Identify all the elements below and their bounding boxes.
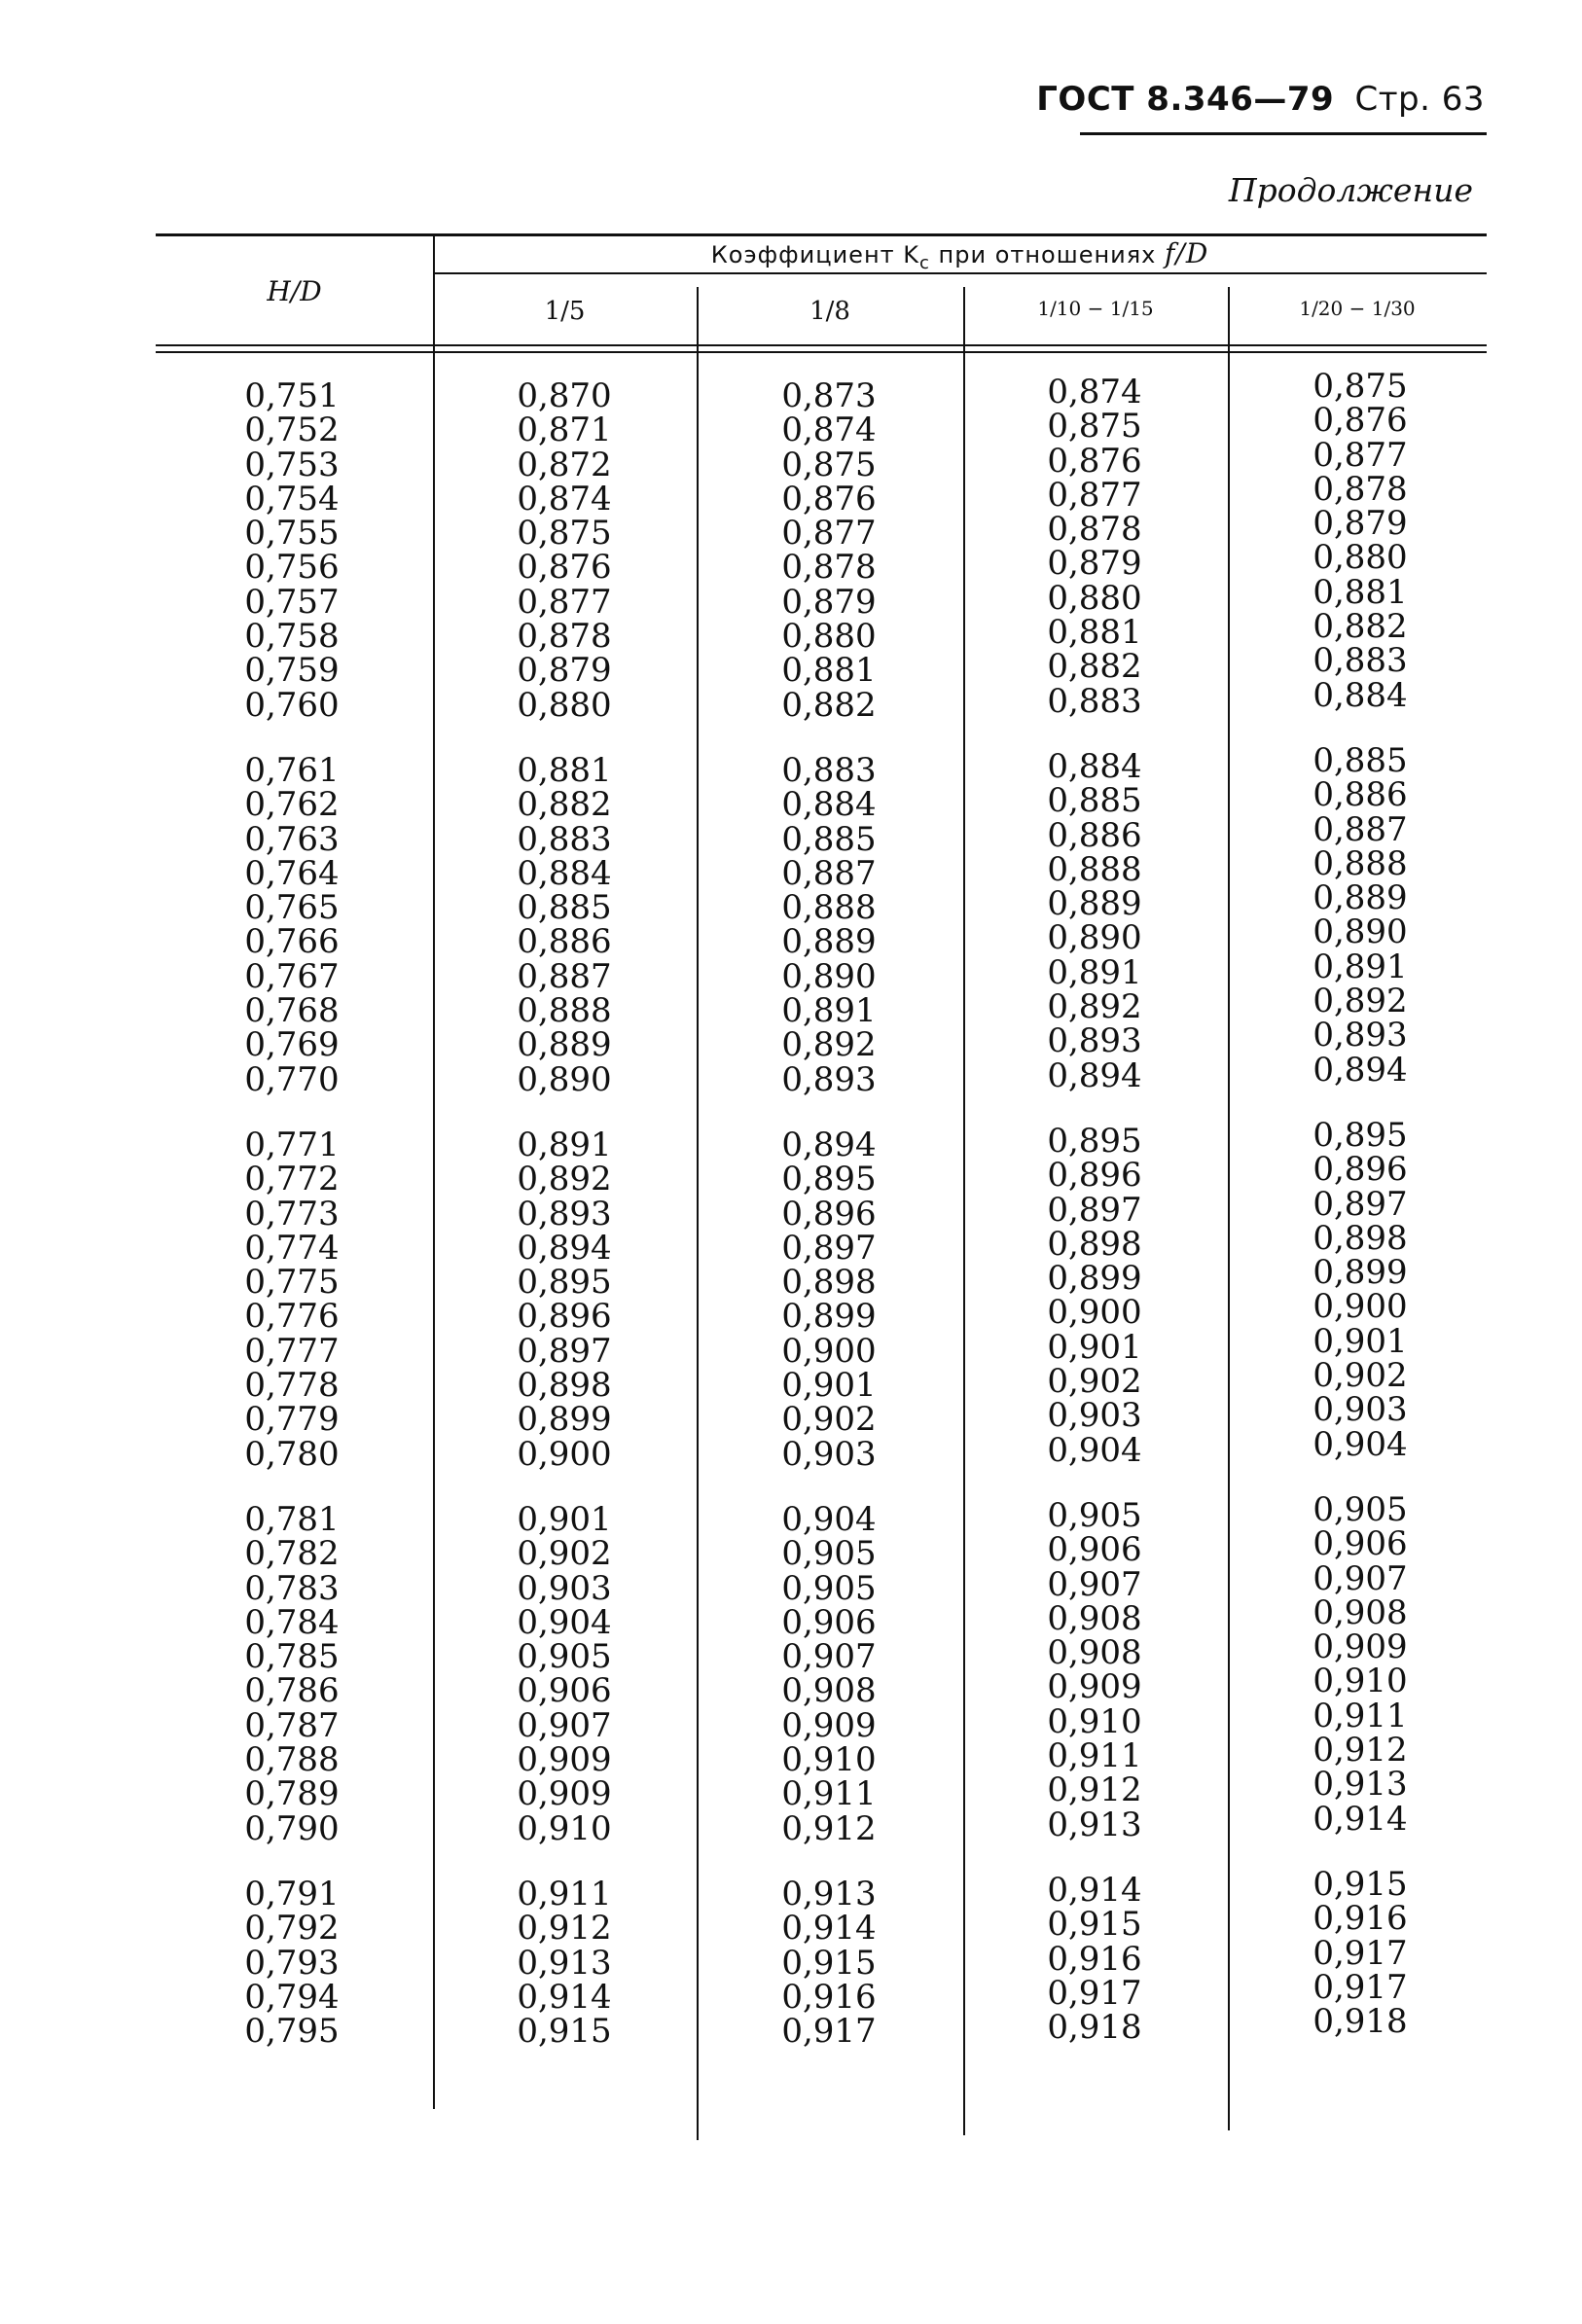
- cell-k-1-5: 0,905: [517, 1637, 612, 1677]
- cell-k-1-20-1-30: 0,912: [1312, 1731, 1408, 1770]
- cell-k-1-8: 0,895: [781, 1160, 877, 1199]
- cell-k-1-20-1-30: 0,918: [1312, 2002, 1408, 2042]
- cell-k-1-8: 0,911: [781, 1774, 877, 1814]
- cell-k-1-10-1-15: 0,884: [1047, 747, 1142, 786]
- cell-k-1-5: 0,909: [517, 1740, 612, 1780]
- cell-k-1-5: 0,884: [517, 853, 612, 893]
- cell-k-1-20-1-30: 0,895: [1312, 1116, 1408, 1155]
- column-c20: [1292, 1865, 1428, 2042]
- cell-k-1-20-1-30: 0,904: [1312, 1424, 1408, 1464]
- cell-k-1-20-1-30: 0,892: [1312, 982, 1408, 1021]
- cell-k-1-5: 0,874: [517, 479, 612, 518]
- cell-k-1-10-1-15: 0,917: [1047, 1973, 1142, 2013]
- cell-k-1-8: 0,901: [781, 1366, 877, 1406]
- column-hd: [224, 1128, 360, 1472]
- cell-k-1-5: 0,870: [517, 376, 612, 415]
- cell-k-1-5: 0,898: [517, 1366, 612, 1406]
- subheader-1-8: [697, 297, 963, 326]
- column-hd: [224, 751, 360, 1099]
- column-divider-1: [433, 236, 435, 2109]
- cell-hd: 0,792: [244, 1909, 340, 1949]
- cell-k-1-10-1-15: 0,907: [1047, 1564, 1142, 1604]
- cell-hd: 0,755: [244, 514, 340, 554]
- cell-hd: 0,778: [244, 1366, 340, 1406]
- cell-k-1-8: 0,881: [781, 651, 877, 691]
- cell-hd: 0,791: [244, 1875, 340, 1913]
- cell-k-1-20-1-30: 0,903: [1312, 1390, 1408, 1430]
- cell-k-1-8: 0,914: [781, 1909, 877, 1949]
- subheader-1-20-1-30: [1228, 297, 1487, 320]
- cell-hd: 0,779: [244, 1400, 340, 1440]
- cell-hd: 0,759: [244, 651, 340, 691]
- cell-k-1-20-1-30: 0,910: [1312, 1662, 1408, 1701]
- cell-k-1-5: 0,894: [517, 1228, 612, 1268]
- column-c20: [1292, 741, 1428, 1090]
- cell-k-1-5: 0,899: [517, 1400, 612, 1440]
- cell-hd: 0,761: [244, 751, 340, 790]
- cell-k-1-8: 0,894: [781, 1126, 877, 1164]
- cell-hd: 0,782: [244, 1534, 340, 1574]
- cell-k-1-10-1-15: 0,878: [1047, 510, 1142, 550]
- cell-k-1-8: 0,875: [781, 445, 877, 484]
- cell-k-1-8: 0,910: [781, 1740, 877, 1780]
- column-c20: [1292, 1490, 1428, 1839]
- header-coefficient-subscript: с: [919, 252, 930, 273]
- cell-k-1-5: 0,890: [517, 1059, 612, 1099]
- column-c10: [1026, 1122, 1163, 1470]
- cell-k-1-8: 0,877: [781, 514, 877, 554]
- cell-hd: 0,785: [244, 1637, 340, 1677]
- column-c5: [496, 376, 632, 725]
- cell-k-1-5: 0,909: [517, 1774, 612, 1814]
- column-c20: [1292, 1116, 1428, 1464]
- cell-k-1-10-1-15: 0,899: [1047, 1259, 1142, 1299]
- cell-k-1-20-1-30: 0,899: [1312, 1253, 1408, 1293]
- cell-k-1-20-1-30: 0,890: [1312, 912, 1408, 952]
- cell-hd: 0,783: [244, 1568, 340, 1608]
- cell-k-1-20-1-30: 0,878: [1312, 469, 1408, 509]
- column-c8: [761, 376, 897, 725]
- cell-k-1-8: 0,909: [781, 1705, 877, 1745]
- cell-k-1-10-1-15: 0,888: [1047, 849, 1142, 889]
- cell-k-1-8: 0,882: [781, 685, 877, 725]
- cell-k-1-20-1-30: 0,888: [1312, 843, 1408, 883]
- cell-k-1-10-1-15: 0,877: [1047, 475, 1142, 515]
- cell-k-1-8: 0,905: [781, 1568, 877, 1608]
- cell-k-1-10-1-15: 0,910: [1047, 1701, 1142, 1741]
- cell-k-1-20-1-30: 0,900: [1312, 1287, 1408, 1327]
- cell-k-1-8: 0,907: [781, 1637, 877, 1677]
- cell-hd: 0,781: [244, 1500, 340, 1539]
- cell-k-1-5: 0,907: [517, 1705, 612, 1745]
- column-c10: [1026, 375, 1163, 719]
- cell-k-1-10-1-15: 0,874: [1047, 373, 1142, 411]
- cell-k-1-10-1-15: 0,915: [1047, 1905, 1142, 1945]
- cell-k-1-20-1-30: 0,882: [1312, 607, 1408, 647]
- cell-k-1-5: 0,912: [517, 1909, 612, 1949]
- cell-k-1-10-1-15: 0,892: [1047, 987, 1142, 1027]
- cell-k-1-10-1-15: 0,918: [1047, 2008, 1142, 2048]
- cell-k-1-10-1-15: 0,902: [1047, 1362, 1142, 1402]
- cell-k-1-5: 0,875: [517, 514, 612, 554]
- cell-k-1-8: 0,878: [781, 548, 877, 588]
- header-hd-label: H/D: [267, 275, 322, 307]
- cell-k-1-10-1-15: 0,894: [1047, 1055, 1142, 1095]
- cell-k-1-8: 0,880: [781, 617, 877, 657]
- cell-k-1-8: 0,893: [781, 1059, 877, 1099]
- cell-hd: 0,784: [244, 1602, 340, 1642]
- cell-k-1-8: 0,884: [781, 785, 877, 825]
- page-header: [1036, 80, 1485, 119]
- cell-hd: 0,780: [244, 1434, 340, 1474]
- cell-k-1-20-1-30: 0,908: [1312, 1592, 1408, 1632]
- cell-k-1-8: 0,889: [781, 922, 877, 962]
- cell-k-1-5: 0,906: [517, 1671, 612, 1711]
- cell-hd: 0,776: [244, 1297, 340, 1337]
- column-hd: [224, 1500, 360, 1848]
- cell-k-1-8: 0,913: [781, 1875, 877, 1913]
- subheader-1-20-1-30-label: 1/20 − 1/30: [1299, 297, 1416, 320]
- subheader-1-10-1-15: [963, 297, 1228, 320]
- header-coefficient-tail: при отношениях: [929, 241, 1166, 268]
- header-bottom-rule-2: [156, 351, 1487, 353]
- cell-k-1-10-1-15: 0,881: [1047, 613, 1142, 653]
- cell-k-1-5: 0,891: [517, 1126, 612, 1164]
- cell-k-1-10-1-15: 0,883: [1047, 681, 1142, 721]
- column-divider-2: [697, 287, 699, 2140]
- cell-k-1-5: 0,872: [517, 445, 612, 484]
- cell-k-1-10-1-15: 0,896: [1047, 1156, 1142, 1196]
- cell-k-1-20-1-30: 0,887: [1312, 809, 1408, 849]
- cell-k-1-8: 0,905: [781, 1534, 877, 1574]
- cell-k-1-20-1-30: 0,916: [1312, 1899, 1408, 1939]
- cell-k-1-8: 0,906: [781, 1602, 877, 1642]
- cell-k-1-8: 0,898: [781, 1263, 877, 1303]
- cell-k-1-10-1-15: 0,916: [1047, 1939, 1142, 1979]
- cell-k-1-10-1-15: 0,914: [1047, 1871, 1142, 1910]
- cell-hd: 0,774: [244, 1228, 340, 1268]
- cell-k-1-20-1-30: 0,917: [1312, 1933, 1408, 1973]
- cell-k-1-10-1-15: 0,889: [1047, 884, 1142, 924]
- cell-hd: 0,790: [244, 1808, 340, 1848]
- cell-k-1-20-1-30: 0,913: [1312, 1765, 1408, 1805]
- cell-k-1-5: 0,877: [517, 582, 612, 622]
- cell-k-1-5: 0,892: [517, 1160, 612, 1199]
- cell-k-1-10-1-15: 0,905: [1047, 1496, 1142, 1535]
- cell-k-1-5: 0,914: [517, 1977, 612, 2017]
- column-divider-4: [1228, 287, 1230, 2130]
- column-c20: [1292, 367, 1428, 715]
- cell-hd: 0,751: [244, 376, 340, 415]
- cell-k-1-8: 0,912: [781, 1808, 877, 1848]
- column-hd: [224, 1875, 360, 2052]
- cell-k-1-5: 0,915: [517, 2012, 612, 2052]
- cell-k-1-10-1-15: 0,909: [1047, 1667, 1142, 1707]
- cell-k-1-10-1-15: 0,875: [1047, 407, 1142, 447]
- cell-k-1-8: 0,896: [781, 1194, 877, 1234]
- cell-k-1-5: 0,904: [517, 1602, 612, 1642]
- cell-k-1-20-1-30: 0,898: [1312, 1218, 1408, 1258]
- cell-hd: 0,773: [244, 1194, 340, 1234]
- header-fd: f/D: [1165, 237, 1209, 269]
- cell-k-1-10-1-15: 0,911: [1047, 1736, 1142, 1776]
- column-c8: [761, 1500, 897, 1848]
- header-bottom-rule-1: [156, 344, 1487, 346]
- cell-hd: 0,794: [244, 1977, 340, 2017]
- cell-k-1-20-1-30: 0,907: [1312, 1558, 1408, 1598]
- cell-k-1-20-1-30: 0,884: [1312, 675, 1408, 715]
- cell-k-1-20-1-30: 0,876: [1312, 401, 1408, 441]
- cell-k-1-5: 0,880: [517, 685, 612, 725]
- cell-k-1-10-1-15: 0,913: [1047, 1805, 1142, 1844]
- cell-k-1-20-1-30: 0,911: [1312, 1696, 1408, 1735]
- cell-k-1-20-1-30: 0,897: [1312, 1184, 1408, 1224]
- cell-k-1-5: 0,881: [517, 751, 612, 790]
- cell-k-1-5: 0,902: [517, 1534, 612, 1574]
- subheader-1-5-label: 1/5: [544, 297, 586, 326]
- cell-k-1-20-1-30: 0,883: [1312, 641, 1408, 681]
- cell-k-1-5: 0,878: [517, 617, 612, 657]
- cell-k-1-10-1-15: 0,895: [1047, 1122, 1142, 1161]
- cell-k-1-20-1-30: 0,917: [1312, 1967, 1408, 2007]
- cell-hd: 0,768: [244, 991, 340, 1031]
- cell-k-1-10-1-15: 0,900: [1047, 1293, 1142, 1333]
- cell-k-1-20-1-30: 0,893: [1312, 1016, 1408, 1055]
- column-c10: [1026, 747, 1163, 1095]
- cell-k-1-8: 0,903: [781, 1434, 877, 1474]
- cell-k-1-8: 0,883: [781, 751, 877, 790]
- cell-k-1-8: 0,902: [781, 1400, 877, 1440]
- cell-k-1-10-1-15: 0,891: [1047, 952, 1142, 992]
- cell-hd: 0,795: [244, 2012, 340, 2052]
- cell-k-1-10-1-15: 0,880: [1047, 578, 1142, 618]
- cell-k-1-20-1-30: 0,881: [1312, 572, 1408, 612]
- cell-hd: 0,754: [244, 479, 340, 518]
- cell-k-1-10-1-15: 0,898: [1047, 1224, 1142, 1264]
- cell-hd: 0,767: [244, 956, 340, 996]
- cell-hd: 0,771: [244, 1126, 340, 1164]
- cell-k-1-8: 0,890: [781, 956, 877, 996]
- column-hd: [224, 376, 360, 725]
- cell-k-1-10-1-15: 0,876: [1047, 441, 1142, 481]
- cell-k-1-8: 0,885: [781, 819, 877, 859]
- cell-k-1-10-1-15: 0,901: [1047, 1327, 1142, 1367]
- cell-k-1-10-1-15: 0,879: [1047, 544, 1142, 584]
- cell-k-1-5: 0,885: [517, 888, 612, 928]
- column-c8: [761, 751, 897, 1099]
- cell-k-1-10-1-15: 0,904: [1047, 1430, 1142, 1470]
- cell-k-1-20-1-30: 0,894: [1312, 1050, 1408, 1090]
- cell-hd: 0,758: [244, 617, 340, 657]
- cell-hd: 0,764: [244, 853, 340, 893]
- cell-k-1-10-1-15: 0,908: [1047, 1598, 1142, 1638]
- cell-k-1-20-1-30: 0,896: [1312, 1150, 1408, 1190]
- cell-k-1-8: 0,915: [781, 1943, 877, 1983]
- cell-hd: 0,760: [244, 685, 340, 725]
- cell-hd: 0,772: [244, 1160, 340, 1199]
- cell-hd: 0,775: [244, 1263, 340, 1303]
- cell-k-1-20-1-30: 0,885: [1312, 741, 1408, 780]
- cell-k-1-5: 0,883: [517, 819, 612, 859]
- standard-number: ГОСТ 8.346—79: [1036, 80, 1335, 119]
- cell-k-1-5: 0,888: [517, 991, 612, 1031]
- header-coefficient: [433, 237, 1487, 273]
- cell-hd: 0,766: [244, 922, 340, 962]
- cell-k-1-20-1-30: 0,905: [1312, 1490, 1408, 1529]
- cell-k-1-10-1-15: 0,885: [1047, 781, 1142, 821]
- cell-k-1-10-1-15: 0,882: [1047, 647, 1142, 687]
- cell-k-1-5: 0,895: [517, 1263, 612, 1303]
- column-divider-3: [963, 287, 965, 2135]
- cell-k-1-20-1-30: 0,880: [1312, 538, 1408, 578]
- cell-k-1-8: 0,892: [781, 1025, 877, 1065]
- cell-k-1-5: 0,910: [517, 1808, 612, 1848]
- column-c5: [496, 1128, 632, 1472]
- cell-k-1-10-1-15: 0,906: [1047, 1530, 1142, 1570]
- cell-k-1-8: 0,888: [781, 888, 877, 928]
- cell-hd: 0,793: [244, 1943, 340, 1983]
- cell-k-1-5: 0,887: [517, 956, 612, 996]
- cell-hd: 0,756: [244, 548, 340, 588]
- column-c8: [761, 1128, 897, 1472]
- page-number: Стр. 63: [1354, 80, 1485, 119]
- cell-k-1-8: 0,891: [781, 991, 877, 1031]
- cell-k-1-8: 0,897: [781, 1228, 877, 1268]
- cell-hd: 0,753: [244, 445, 340, 484]
- cell-k-1-20-1-30: 0,914: [1312, 1799, 1408, 1839]
- cell-k-1-20-1-30: 0,889: [1312, 878, 1408, 918]
- cell-k-1-5: 0,876: [517, 548, 612, 588]
- cell-k-1-10-1-15: 0,897: [1047, 1190, 1142, 1230]
- cell-k-1-20-1-30: 0,902: [1312, 1356, 1408, 1396]
- header-rule: [1080, 132, 1487, 135]
- cell-k-1-8: 0,899: [781, 1297, 877, 1337]
- cell-k-1-5: 0,886: [517, 922, 612, 962]
- cell-k-1-8: 0,908: [781, 1671, 877, 1711]
- cell-k-1-20-1-30: 0,915: [1312, 1865, 1408, 1904]
- column-c5: [496, 751, 632, 1099]
- cell-k-1-8: 0,873: [781, 376, 877, 415]
- cell-hd: 0,788: [244, 1740, 340, 1780]
- cell-k-1-5: 0,900: [517, 1434, 612, 1474]
- cell-k-1-10-1-15: 0,908: [1047, 1633, 1142, 1673]
- cell-k-1-8: 0,904: [781, 1500, 877, 1539]
- column-c5: [496, 1875, 632, 2052]
- header-coefficient-label: Коэффициент K: [710, 241, 919, 268]
- cell-hd: 0,777: [244, 1331, 340, 1371]
- cell-k-1-20-1-30: 0,875: [1312, 367, 1408, 406]
- cell-k-1-5: 0,882: [517, 785, 612, 825]
- cell-k-1-5: 0,897: [517, 1331, 612, 1371]
- cell-k-1-20-1-30: 0,901: [1312, 1321, 1408, 1361]
- cell-k-1-10-1-15: 0,893: [1047, 1021, 1142, 1061]
- column-c5: [496, 1500, 632, 1848]
- cell-k-1-10-1-15: 0,903: [1047, 1396, 1142, 1436]
- column-c10: [1026, 1496, 1163, 1844]
- cell-k-1-8: 0,916: [781, 1977, 877, 2017]
- cell-hd: 0,765: [244, 888, 340, 928]
- cell-hd: 0,770: [244, 1059, 340, 1099]
- cell-k-1-5: 0,913: [517, 1943, 612, 1983]
- cell-hd: 0,757: [244, 582, 340, 622]
- cell-k-1-5: 0,896: [517, 1297, 612, 1337]
- table-top-rule: [156, 233, 1487, 236]
- cell-k-1-5: 0,879: [517, 651, 612, 691]
- cell-hd: 0,789: [244, 1774, 340, 1814]
- cell-k-1-20-1-30: 0,877: [1312, 435, 1408, 475]
- cell-k-1-20-1-30: 0,906: [1312, 1524, 1408, 1564]
- cell-k-1-8: 0,917: [781, 2012, 877, 2052]
- cell-k-1-8: 0,876: [781, 479, 877, 518]
- column-c10: [1026, 1871, 1163, 2048]
- cell-k-1-20-1-30: 0,879: [1312, 504, 1408, 544]
- continuation-label: Продолжение: [1228, 171, 1473, 209]
- cell-k-1-10-1-15: 0,912: [1047, 1770, 1142, 1810]
- subheader-1-5: [433, 297, 697, 326]
- cell-hd: 0,786: [244, 1671, 340, 1711]
- column-c8: [761, 1875, 897, 2052]
- cell-hd: 0,763: [244, 819, 340, 859]
- cell-k-1-5: 0,889: [517, 1025, 612, 1065]
- cell-hd: 0,752: [244, 411, 340, 450]
- cell-k-1-10-1-15: 0,886: [1047, 815, 1142, 855]
- cell-k-1-5: 0,871: [517, 411, 612, 450]
- header-hd: [156, 275, 433, 307]
- subheader-1-8-label: 1/8: [809, 297, 850, 326]
- cell-k-1-5: 0,903: [517, 1568, 612, 1608]
- cell-k-1-5: 0,893: [517, 1194, 612, 1234]
- cell-k-1-20-1-30: 0,891: [1312, 947, 1408, 986]
- cell-k-1-5: 0,901: [517, 1500, 612, 1539]
- cell-k-1-10-1-15: 0,890: [1047, 918, 1142, 958]
- cell-k-1-8: 0,900: [781, 1331, 877, 1371]
- subheader-1-10-1-15-label: 1/10 − 1/15: [1037, 297, 1154, 320]
- cell-k-1-8: 0,887: [781, 853, 877, 893]
- cell-k-1-8: 0,874: [781, 411, 877, 450]
- cell-k-1-5: 0,911: [517, 1875, 612, 1913]
- cell-hd: 0,769: [244, 1025, 340, 1065]
- cell-k-1-20-1-30: 0,909: [1312, 1627, 1408, 1667]
- cell-hd: 0,787: [244, 1705, 340, 1745]
- cell-k-1-8: 0,879: [781, 582, 877, 622]
- cell-k-1-20-1-30: 0,886: [1312, 775, 1408, 815]
- cell-hd: 0,762: [244, 785, 340, 825]
